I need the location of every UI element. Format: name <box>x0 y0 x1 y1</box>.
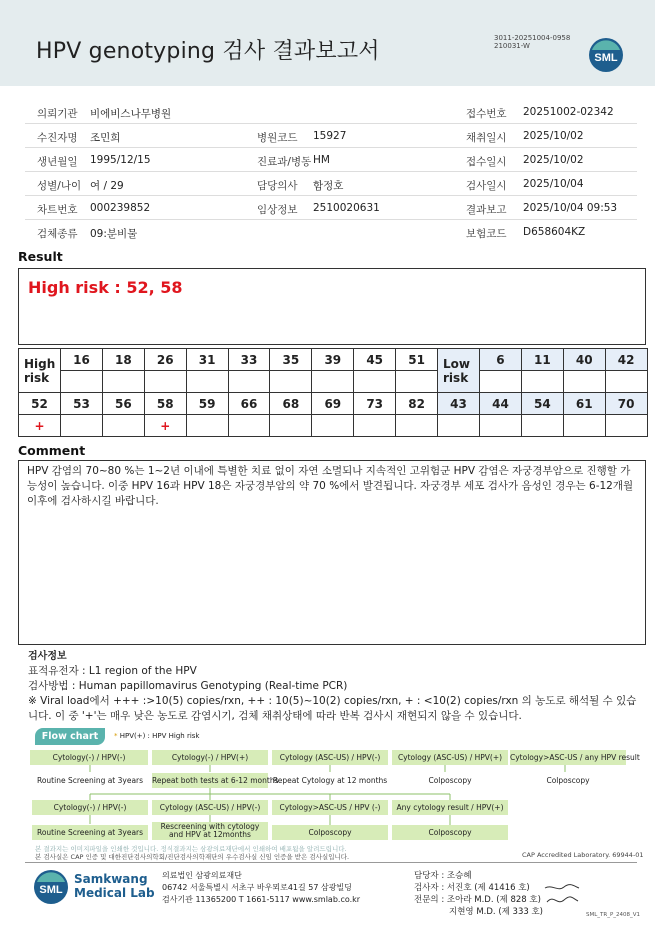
specimen: 09:분비물 <box>90 228 138 240</box>
genotype-cell: 69 <box>312 393 354 415</box>
genotype-cell: 70 <box>605 393 647 415</box>
result-cell: + <box>144 415 186 437</box>
result-cell <box>312 371 354 393</box>
result-cell <box>61 415 103 437</box>
result-cell <box>354 415 396 437</box>
divider <box>25 862 637 863</box>
flow-chart-tag: Flow chart <box>35 728 105 745</box>
genotype-cell: 53 <box>61 393 103 415</box>
target-gene: 표적유전자 : L1 region of the HPV <box>28 665 197 677</box>
result-cell: + <box>19 415 61 437</box>
result-box <box>18 268 646 345</box>
footnote: 본 결과지는 이미지파일을 인쇄한 것입니다. 정식결과지는 삼광의료재단에서 인쇄하여 배포됨을 알려드립니다. 본 검사실은 CAP 인증 및 대한진단검사의학회/진단검사의학재단의 우수검사실 신임 인증을 받은 검사실입니다. <box>35 845 350 861</box>
genotype-cell: 43 <box>438 393 480 415</box>
insurance-code: D658604KZ <box>523 226 586 238</box>
result-cell <box>605 371 647 393</box>
low-risk-header: Low risk <box>438 349 480 393</box>
test-method: 검사방법 : Human papillomavirus Genotyping (Real-time PCR) <box>28 680 348 692</box>
result-cell <box>563 371 605 393</box>
result-cell <box>270 371 312 393</box>
genotype-cell: 18 <box>102 349 144 371</box>
flow-box: Repeat both tests at 6-12 months <box>152 773 268 788</box>
staff-info: 담당자 : 조승혜 검사자 : 서진호 (제 41416 호) 전문의 : 조아라 M.D. (제 828 호) 지현영 M.D. (제 333 호) <box>414 871 544 917</box>
risk-text: High risk : 52, 58 <box>28 278 183 297</box>
result-cell <box>186 371 228 393</box>
result-cell <box>228 415 270 437</box>
institution: 비에비스나무병원 <box>90 108 172 120</box>
flow-box: Cytology>ASC-US / any HPV result <box>510 750 626 765</box>
result-cell <box>396 371 438 393</box>
genotype-cell: 82 <box>396 393 438 415</box>
result-cell <box>144 371 186 393</box>
genotype-cell: 51 <box>396 349 438 371</box>
received-date: 2025/10/02 <box>523 154 584 166</box>
result-cell <box>102 371 144 393</box>
hospital-code: 15927 <box>313 130 347 142</box>
genotype-cell: 66 <box>228 393 270 415</box>
exam-info <box>28 649 643 724</box>
tested-date: 2025/10/04 <box>523 178 584 190</box>
flow-box: Colposcopy <box>428 776 472 785</box>
comment-text: HPV 감염의 70~80 %는 1~2년 이내에 특별한 치료 없이 자연 소멸되나 지속적인 고위험군 HPV 감염은 자궁경부암으로 진행할 가능성이 높습니다. 이중 HPV 16과 HPV 18은 자궁경부암의 약 70 %에서 발견됩니다. 자궁경부 세포 검사가 음성인 경우는 6-12개월 이후에 검사하시길 바랍니다. <box>27 465 634 507</box>
signature-icon <box>542 882 582 910</box>
flow-box: Cytology>ASC-US / HPV (-) <box>272 800 388 815</box>
result-cell <box>438 415 480 437</box>
exam-info-title: 검사정보 <box>28 651 67 662</box>
genotype-cell: 56 <box>102 393 144 415</box>
genotype-table <box>18 348 648 437</box>
cap-accreditation: CAP Accredited Laboratory. 69944-01 <box>522 851 644 859</box>
sml-logo-icon <box>33 869 69 905</box>
genotype-cell: 54 <box>521 393 563 415</box>
flow-box: Colposcopy <box>392 825 508 840</box>
result-cell <box>228 371 270 393</box>
flow-box: Routine Screening at 3years <box>36 776 144 785</box>
doctor: 함정호 <box>313 180 344 192</box>
genotype-cell: 61 <box>563 393 605 415</box>
reported-date: 2025/10/04 09:53 <box>523 202 618 214</box>
flow-note: * HPV(+) : HPV High risk <box>114 732 200 740</box>
result-cell <box>186 415 228 437</box>
patient-info: 의뢰기관 비에비스나무병원 접수번호 20251002-02342 수진자명 조민희 병원코드 15927 채취일시 2025/10/02 생년월일 1995/12/15 진료과/병동 HM 접수일시 2025/10/02 성별/나이 여 / 29 담당의사 함정호 검사일시 2025/10/04 차트번호 000239852 임상정보 2510020631 결과보고 2025/10/04 09:53 검체종류 09:분비물 보험코드 D658604KZ <box>25 100 637 244</box>
svg-text:SML: SML <box>594 52 618 64</box>
genotype-cell: 73 <box>354 393 396 415</box>
sml-logo-icon <box>588 37 624 73</box>
document-code: 3011-20251004-0958 210031-W <box>494 34 571 50</box>
flow-box: Cytology (ASC-US) / HPV(-) <box>272 750 388 765</box>
genotype-cell: 44 <box>480 393 522 415</box>
flow-box: Colposcopy <box>546 776 590 785</box>
comment-box <box>18 460 646 645</box>
version-code: SML_TR_P_2408_V1 <box>586 912 641 918</box>
result-cell <box>270 415 312 437</box>
flow-box: Cytology(-) / HPV(-) <box>30 750 148 765</box>
genotype-cell: 40 <box>563 349 605 371</box>
result-cell <box>521 371 563 393</box>
flow-box: Cytology(-) / HPV(-) <box>32 800 148 815</box>
report-header <box>0 0 655 86</box>
result-cell <box>480 415 522 437</box>
result-cell <box>521 415 563 437</box>
result-cell <box>354 371 396 393</box>
institution-info: 의료법인 삼광의료재단 06742 서울특별시 서초구 바우뫼로41길 57 삼광빌딩 검사기관 11365200 T 1661-5117 www.smlab.co.kr <box>162 871 361 904</box>
genotype-cell: 16 <box>61 349 103 371</box>
result-cell <box>480 371 522 393</box>
result-cell <box>312 415 354 437</box>
genotype-cell: 58 <box>144 393 186 415</box>
flow-box: Cytology (ASC-US) / HPV(-) <box>152 800 268 815</box>
flow-box: Cytology(-) / HPV(+) <box>152 750 268 765</box>
genotype-cell: 42 <box>605 349 647 371</box>
result-cell <box>396 415 438 437</box>
received-no: 20251002-02342 <box>523 106 614 118</box>
genotype-cell: 31 <box>186 349 228 371</box>
flow-box: Repeat Cytology at 12 months <box>272 776 388 785</box>
genotype-cell: 52 <box>19 393 61 415</box>
comment-title: Comment <box>18 443 86 458</box>
genotype-cell: 35 <box>270 349 312 371</box>
flow-box: Routine Screening at 3years <box>32 825 148 840</box>
genotype-cell: 59 <box>186 393 228 415</box>
report-title: HPV genotyping 검사 결과보고서 <box>36 39 380 64</box>
genotype-cell: 26 <box>144 349 186 371</box>
sex-age: 여 / 29 <box>90 180 124 192</box>
flow-box: Rescreening with cytology and HPV at 12months <box>152 822 268 840</box>
collected-date: 2025/10/02 <box>523 130 584 142</box>
genotype-cell: 11 <box>521 349 563 371</box>
genotype-cell: 6 <box>480 349 522 371</box>
clinical-info: 2510020631 <box>313 202 380 214</box>
patient-name: 조민희 <box>90 132 121 144</box>
chart-no: 000239852 <box>90 202 151 214</box>
flow-box: Cytology (ASC-US) / HPV(+) <box>392 750 508 765</box>
result-cell <box>563 415 605 437</box>
flow-box: Colposcopy <box>272 825 388 840</box>
viral-load-note: ※ Viral load에서 +++ :>10(5) copies/rxn, ++ : 10(5)~10(2) copies/rxn, + : <10(2) copies/rxn 의 농도로 해석될 수 있습니다. 이 중 '+'는 매우 낮은 농도로 감염시기, 검체 채취상태에 따라 반복 검사시 재현되지 않을 수 있습니다. <box>28 695 637 722</box>
flow-chart <box>30 728 640 840</box>
high-risk-header: High risk <box>19 349 61 393</box>
result-cell <box>605 415 647 437</box>
genotype-cell: 68 <box>270 393 312 415</box>
flow-box: Any cytology result / HPV(+) <box>392 800 508 815</box>
brand-name: Samkwang Medical Lab <box>74 872 155 900</box>
department: HM <box>313 154 330 166</box>
result-cell <box>61 371 103 393</box>
genotype-cell: 33 <box>228 349 270 371</box>
genotype-cell: 39 <box>312 349 354 371</box>
svg-text:SML: SML <box>39 884 63 896</box>
result-cell <box>102 415 144 437</box>
genotype-cell: 45 <box>354 349 396 371</box>
birth-date: 1995/12/15 <box>90 154 151 166</box>
result-title: Result <box>18 249 63 264</box>
